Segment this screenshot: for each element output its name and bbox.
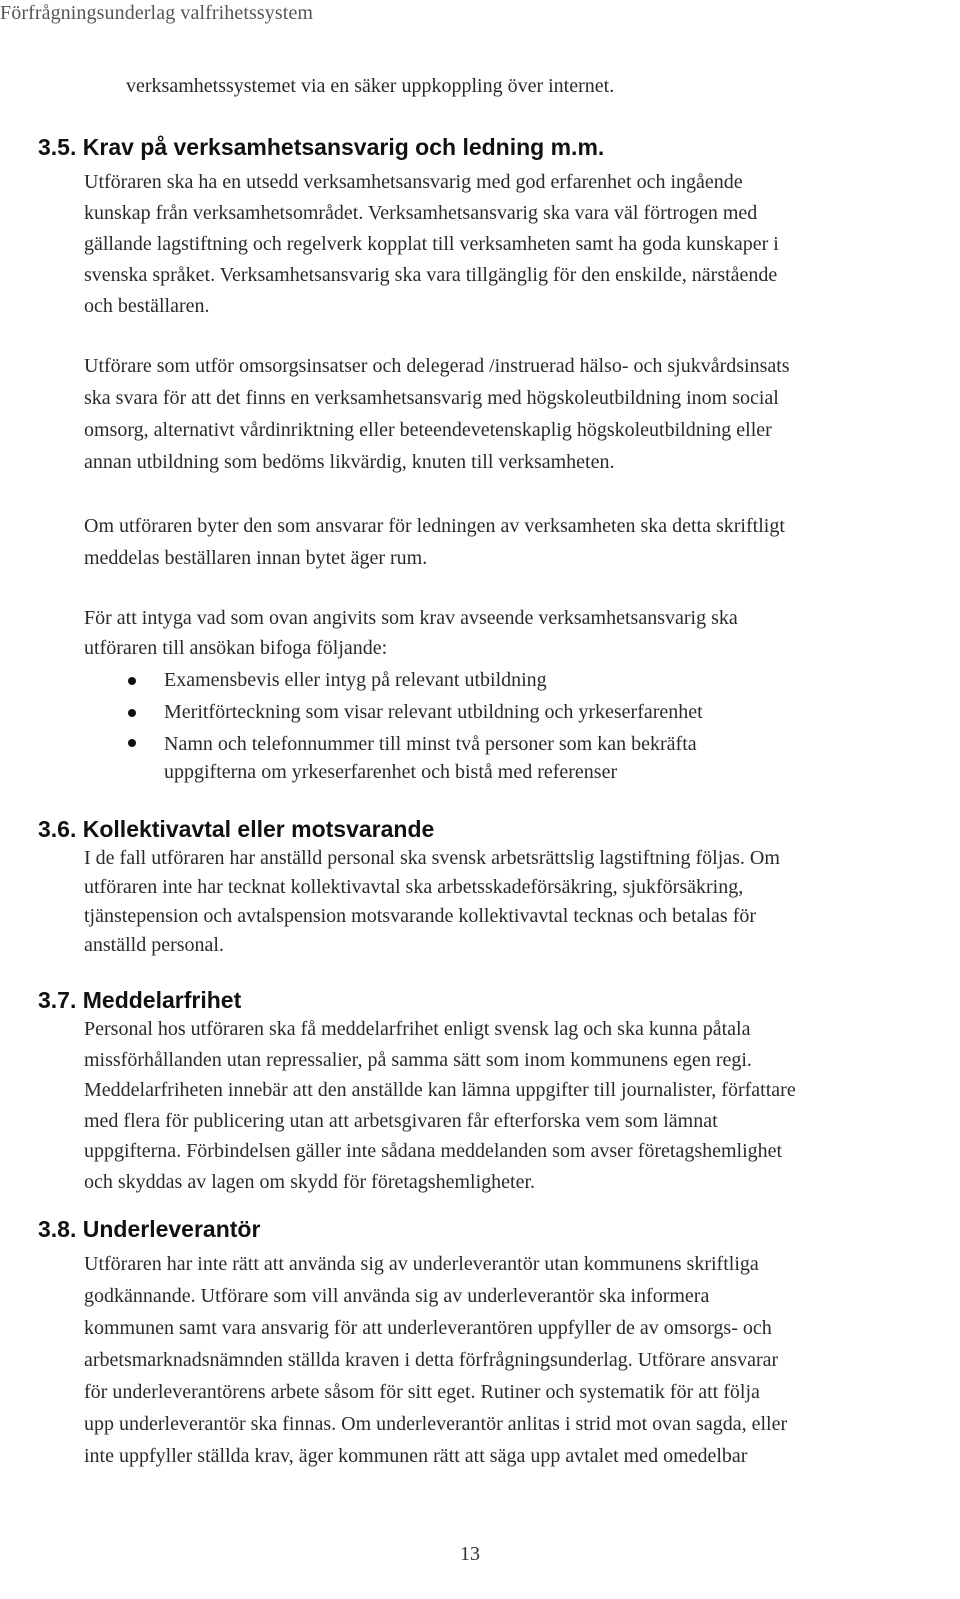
text-line: gällande lagstiftning och regelverk kopplat till verksamheten samt ha goda kunskaper i [84,233,779,255]
bullet-icon [128,677,136,685]
text-line: För att intyga vad som ovan angivits som krav avseende verksamhetsansvarig ska [84,607,738,629]
text-line: Utföraren har inte rätt att använda sig av underleverantör utan kommunens skriftliga [84,1253,759,1275]
page-header: Förfrågningsunderlag valfrihetssystem [0,2,314,24]
text-line: omsorg, alternativt vårdinriktning eller beteendevetenskaplig högskoleutbildning eller [84,419,772,441]
intro-paragraph [126,70,960,102]
text-line: uppgifterna. Förbindelsen gäller inte sådana meddelanden som avser företagshemlighet [84,1140,783,1162]
list-item [84,664,703,696]
text-line: och skyddas av lagen om skydd för företagshemligheter. [84,1170,535,1193]
section-3-8-paragraph [84,1248,960,1472]
text-line: Personal hos utföraren ska få meddelarfrihet enligt svensk lag och ska kunna påtala [84,1018,751,1040]
text-line: utföraren till ansökan bifoga följande: [84,637,388,659]
text-line: Utförare som utför omsorgsinsatser och delegerad /instruerad hälso- och sjukvårdsinsats [84,355,790,377]
text-line: missförhållanden utan repressalier, på samma sätt som inom kommunens egen regi. [84,1048,752,1071]
text-line: annan utbildning som bedöms likvärdig, knuten till verksamheten. [84,451,615,473]
text-line: med flera för publicering utan att arbetsgivaren får efterforska vem som lämnat [84,1109,718,1132]
text-line: Utföraren ska ha en utsedd verksamhetsansvarig med god erfarenhet och ingående [84,171,743,193]
list-item [84,728,703,786]
text-line: upp underleverantör ska finnas. Om underleverantör anlitas i strid mot ovan sagda, eller [84,1413,788,1435]
section-3-7-paragraph [84,1014,960,1197]
text-line: tjänstepension och avtalspension motsvarande kollektivavtal tecknas och betalas för [84,905,757,927]
list-item-text: Namn och telefonnummer till minst två personer som kan bekräfta [164,733,697,755]
text-line: godkännande. Utförare som vill använda sig av underleverantör ska informera [84,1285,710,1307]
requirements-list [84,664,703,786]
list-item-text: uppgifterna om yrkeserfarenhet och bistå med referenser [164,761,618,783]
section-heading-3-5: 3.5. Krav på verksamhetsansvarig och ledning m.m. [38,134,605,160]
text-line: verksamhetssystemet via en säker uppkoppling över internet. [126,75,615,97]
page-number: 13 [460,1543,480,1565]
section-3-5-paragraph-4 [84,603,960,663]
text-line: kommunen samt vara ansvarig för att underleverantören uppfyller de av omsorgs- och [84,1317,772,1339]
text-line: inte uppfyller ställda krav, äger kommunen rätt att säga upp avtalet med omedelbar [84,1445,748,1467]
text-line: för underleverantörens arbete såsom för sitt eget. Rutiner och systematik för att följa [84,1381,760,1403]
list-item-text: Meritförteckning som visar relevant utbildning och yrkeserfarenhet [164,701,703,723]
text-line: utföraren inte har tecknat kollektivavtal ska arbetsskadeförsäkring, sjukförsäkring, [84,876,744,898]
section-3-5-paragraph-3 [84,510,960,574]
text-line: I de fall utföraren har anställd personal ska svensk arbetsrättslig lagstiftning följas. Om [84,847,780,869]
text-line: anställd personal. [84,934,224,956]
text-line: Meddelarfriheten innebär att den anställde kan lämna uppgifter till journalister, författare [84,1079,796,1101]
text-line: arbetsmarknadsnämnden ställda kraven i detta förfrågningsunderlag. Utförare ansvarar [84,1349,779,1371]
bullet-icon [128,739,136,747]
section-heading-3-7: 3.7. Meddelarfrihet [38,987,242,1013]
text-line: och beställaren. [84,295,210,317]
text-line: Om utföraren byter den som ansvarar för ledningen av verksamheten ska detta skriftligt [84,515,785,537]
section-3-5-paragraph-1 [84,167,960,322]
section-heading-3-6: 3.6. Kollektivavtal eller motsvarande [38,816,435,842]
section-heading-3-8: 3.8. Underleverantör [38,1216,261,1242]
bullet-icon [128,709,136,717]
list-item-text: Examensbevis eller intyg på relevant utbildning [164,669,547,691]
section-3-5-paragraph-2 [84,350,960,478]
text-line: kunskap från verksamhetsområdet. Verksamhetsansvarig ska vara väl förtrogen med [84,202,758,224]
text-line: ska svara för att det finns en verksamhetsansvarig med högskoleutbildning inom social [84,387,779,409]
section-3-6-paragraph [84,844,960,960]
text-line: svenska språket. Verksamhetsansvarig ska vara tillgänglig för den enskilde, närstående [84,264,778,286]
list-item [84,696,703,728]
text-line: meddelas beställaren innan bytet äger rum. [84,547,428,569]
